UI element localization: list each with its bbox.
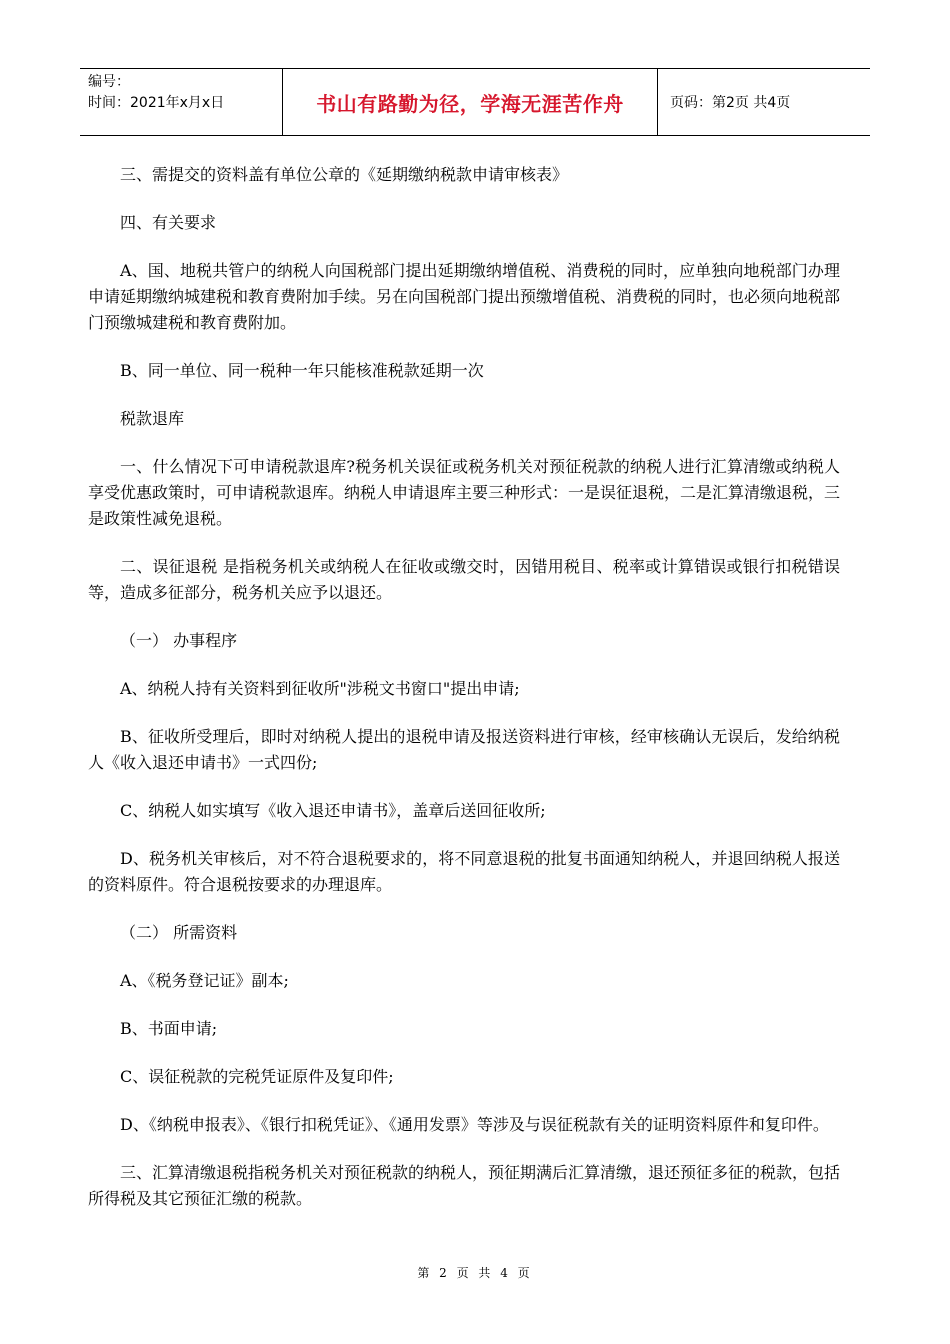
paragraph: 四、有关要求 — [120, 213, 217, 232]
paragraph: 三、需提交的资料盖有单位公章的《延期缴纳税款申请审核表》 — [120, 165, 569, 184]
header-page-info: 页码：第2页 共4页 — [670, 95, 791, 111]
header-motto-cell — [282, 69, 658, 135]
header-meta-cell — [80, 69, 282, 135]
page-footer — [0, 1264, 950, 1281]
paragraph: B、同一单位、同一税种一年只能核准税款延期一次 — [120, 361, 484, 380]
paragraph: 一、什么情况下可申请税款退库?税务机关误征或税务机关对预征税款的纳税人进行汇算清缴或纳税人享受优惠政策时，可申请税款退库。纳税人申请退库主要三种形式：一是误征退税，二是汇算清缴退税，三是政策性减免退税。 — [88, 457, 841, 528]
section-heading: 税款退库 — [120, 409, 185, 428]
header-motto: 书山有路勤为径，学海无涯苦作舟 — [316, 91, 624, 116]
header-page-cell — [658, 69, 870, 135]
paragraph: D、税务机关审核后，对不符合退税要求的，将不同意退税的批复书面通知纳税人，并退回纳税人报送的资料原件。符合退税按要求的办理退库。 — [88, 849, 840, 894]
document-number-label: 编号： — [88, 74, 130, 90]
paragraph: B、征收所受理后，即时对纳税人提出的退税申请及报送资料进行审核，经审核确认无误后，发给纳税人《收入退还申请书》一式四份; — [88, 727, 840, 772]
subsection-heading: （二） 所需资料 — [120, 923, 238, 942]
subsection-heading: （一） 办事程序 — [120, 631, 238, 650]
paragraph: 三、汇算清缴退税指税务机关对预征税款的纳税人，预征期满后汇算清缴，退还预征多征的税款，包括所得税及其它预征汇缴的税款。 — [88, 1163, 841, 1208]
paragraph: 二、误征退税 是指税务机关或纳税人在征收或缴交时，因错用税目、税率或计算错误或银行扣税错误等，造成多征部分，税务机关应予以退还。 — [88, 557, 840, 602]
paragraph: B、书面申请; — [120, 1019, 218, 1038]
paragraph: A、纳税人持有关资料到征收所"涉税文书窗口"提出申请; — [120, 679, 520, 698]
paragraph: C、误征税款的完税凭证原件及复印件; — [120, 1067, 394, 1086]
paragraph: A、《税务登记证》副本; — [120, 971, 289, 990]
paragraph: D、《纳税申报表》、《银行扣税凭证》、《通用发票》等涉及与误征税款有关的证明资料原件和复印件。 — [120, 1115, 829, 1134]
paragraph: A、国、地税共管户的纳税人向国税部门提出延期缴纳增值税、消费税的同时，应单独向地税部门办理申请延期缴纳城建税和教育费附加手续。另在向国税部门提出预缴增值税、消费税的同时，也必须向地税部门预缴城建税和教育费附加。 — [88, 261, 841, 332]
paragraph: C、纳税人如实填写《收入退还申请书》，盖章后送回征收所; — [120, 801, 546, 820]
page-header-table — [80, 68, 870, 136]
document-body — [88, 162, 840, 1234]
footer-page-number: 第 2 页 共 4 页 — [417, 1266, 533, 1280]
document-time-label: 时间：2021年x月x日 — [88, 95, 225, 111]
